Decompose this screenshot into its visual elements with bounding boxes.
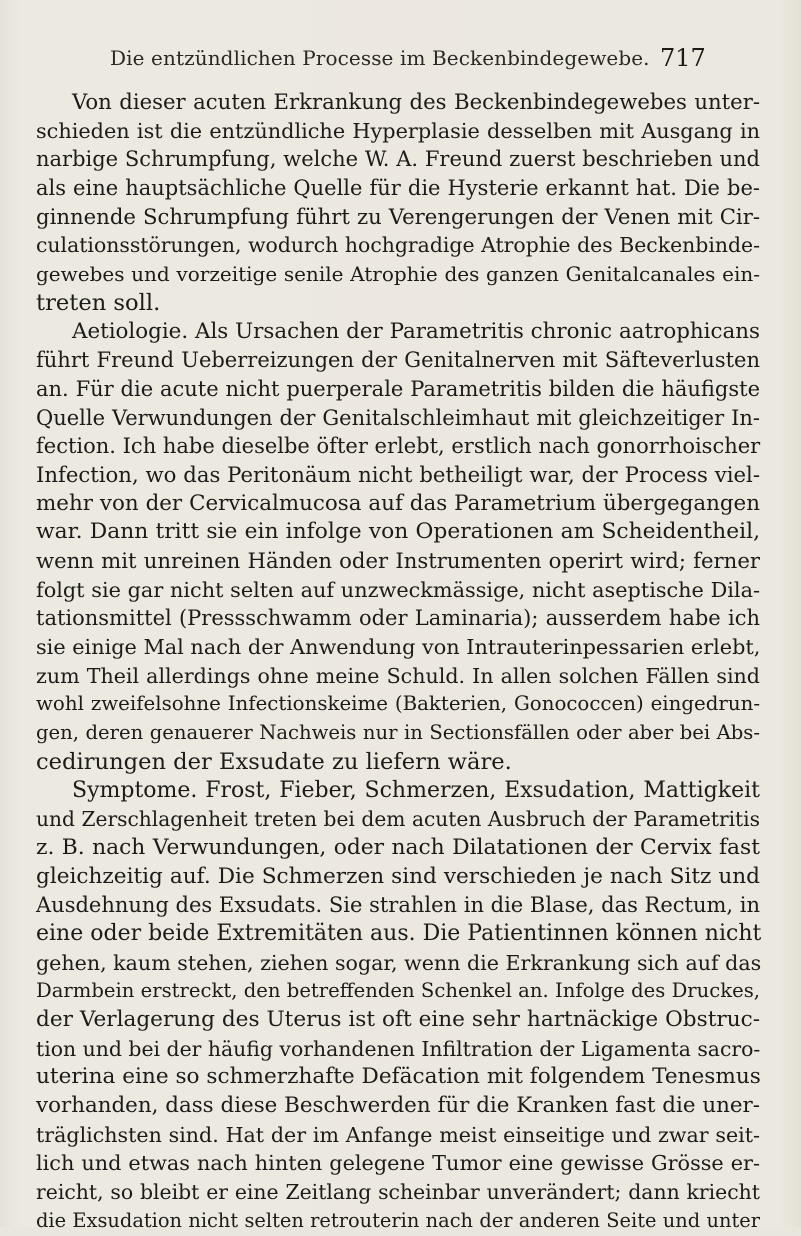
page-header xyxy=(0,0,801,76)
text-line: sie einige Mal nach der Anwendung von Intrauterinpessarien erlebt, xyxy=(36,635,761,660)
running-title: Die entzündlichen Processe im Beckenbindegewebe. xyxy=(110,46,650,70)
text-line: gehen, kaum stehen, ziehen sogar, wenn die Erkrankung sich auf das xyxy=(36,950,762,975)
text-line: Quelle Verwundungen der Genitalschleimhaut mit gleichzeitiger In- xyxy=(36,405,760,430)
text-line: lich und etwas nach hinten gelegene Tumor eine gewisse Grösse er- xyxy=(36,1151,760,1176)
text-line: zum Theil allerdings ohne meine Schuld. In allen solchen Fällen sind xyxy=(36,663,760,688)
text-line: führt Freund Ueberreizungen der Genitalnerven mit Säfteverlusten xyxy=(36,348,760,373)
text-line: reicht, so bleibt er eine Zeitlang scheinbar unverändert; dann kriecht xyxy=(36,1180,760,1205)
text-line: narbige Schrumpfung, welche W. A. Freund zuerst beschrieben und xyxy=(36,147,760,172)
text-line: tationsmittel (Pressschwamm oder Laminaria); ausserdem habe ich xyxy=(36,606,760,631)
text-line: Ausdehnung des Exsudats. Sie strahlen in die Blase, das Rectum, in xyxy=(36,893,761,918)
text-line: und Zerschlagenheit treten bei dem acuten Ausbruch der Parametritis xyxy=(36,807,760,832)
text-line: eine oder beide Extremitäten aus. Die Patientinnen können nicht xyxy=(36,920,762,946)
text-line: wohl zweifelsohne Infectionskeime (Bakterien, Gonococcen) eingedrun- xyxy=(36,692,760,716)
text-line: träglichsten sind. Hat der im Anfange meist einseitige und zwar seit- xyxy=(36,1122,760,1147)
text-line: gleichzeitig auf. Die Schmerzen sind verschieden je nach Sitz und xyxy=(36,863,760,889)
text-line: Symptome. Frost, Fieber, Schmerzen, Exsudation, Mattigkeit xyxy=(72,777,760,803)
text-line: der Verlagerung des Uterus ist oft eine sehr hartnäckige Obstruc- xyxy=(36,1007,760,1032)
text-line: ginnende Schrumpfung führt zu Verengerungen der Venen mit Cir- xyxy=(36,203,760,229)
text-line: treten soll. xyxy=(36,289,161,316)
text-line: Von dieser acuten Erkrankung des Beckenbindegewebes unter- xyxy=(72,89,760,114)
text-line: folgt sie gar nicht selten auf unzweckmässige, nicht aseptische Dila- xyxy=(36,577,760,602)
text-line: mehr von der Cervicalmucosa auf das Parametrium übergegangen xyxy=(36,490,760,516)
text-line: die Exsudation nicht selten retrouterin nach der anderen Seite und unter xyxy=(36,1208,760,1232)
text-line: Darmbein erstreckt, den betreffenden Schenkel an. Infolge des Druckes, xyxy=(36,979,760,1003)
text-line: wenn mit unreinen Händen oder Instrumenten operirt wird; ferner xyxy=(36,548,760,573)
text-line: z. B. nach Verwundungen, oder nach Dilatationen der Cervix fast xyxy=(36,834,760,860)
text-line: vorhanden, dass diese Beschwerden für die Kranken fast die uner- xyxy=(36,1093,760,1119)
text-line: war. Dann tritt sie ein infolge von Operationen am Scheidentheil, xyxy=(36,519,760,545)
text-line: Infection, wo das Peritonäum nicht betheiligt war, der Process viel- xyxy=(36,461,760,487)
text-line: culationsstörungen, wodurch hochgradige Atrophie des Beckenbinde- xyxy=(36,233,760,258)
text-line: fection. Ich habe dieselbe öfter erlebt, erstlich nach gonorrhoischer xyxy=(36,434,761,459)
text-line: gewebes und vorzeitige senile Atrophie des ganzen Genitalcanales ein- xyxy=(36,262,760,287)
body-text xyxy=(36,88,760,1236)
text-line: uterina eine so schmerzhafte Defäcation mit folgendem Tenesmus xyxy=(36,1064,761,1090)
text-line: tion und bei der häufig vorhandenen Infiltration der Ligamenta sacro- xyxy=(36,1036,761,1061)
text-line: schieden ist die entzündliche Hyperplasie desselben mit Ausgang in xyxy=(36,118,760,143)
text-line: cedirungen der Exsudate zu liefern wäre. xyxy=(36,748,512,775)
text-line: gen, deren genauerer Nachweis nur in Sectionsfällen oder aber bei Abs- xyxy=(36,721,760,745)
text-line: an. Für die acute nicht puerperale Parametritis bilden die häufigste xyxy=(36,376,760,401)
text-line: als eine hauptsächliche Quelle für die Hysterie erkannt hat. Die be- xyxy=(36,176,760,201)
page-number: 717 xyxy=(660,44,706,72)
text-line: Aetiologie. Als Ursachen der Parametritis chronic aatrophicans xyxy=(72,318,760,344)
